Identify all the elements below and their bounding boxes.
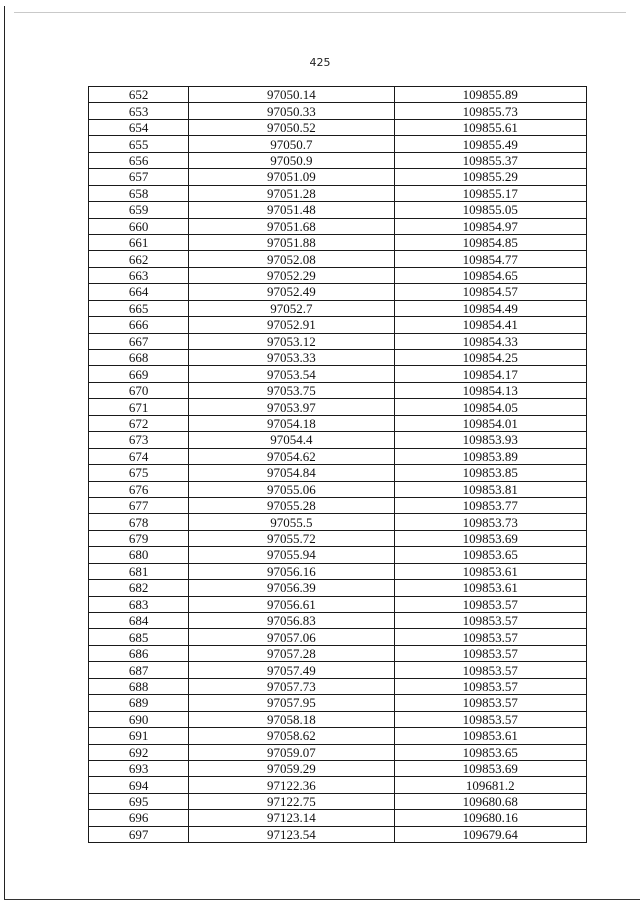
table-row — [89, 580, 587, 596]
table-row — [89, 596, 587, 612]
table-row — [89, 366, 587, 382]
y-coordinate-cell: 109853.69 — [394, 760, 586, 776]
y-coordinate-cell: 109680.68 — [394, 793, 586, 809]
table-row — [89, 317, 587, 333]
table-row — [89, 793, 587, 809]
table-row — [89, 481, 587, 497]
y-coordinate-cell: 109854.17 — [394, 366, 586, 382]
table-row — [89, 218, 587, 234]
table-row — [89, 267, 587, 283]
point-number-cell: 689 — [89, 695, 189, 711]
x-coordinate-cell: 97057.28 — [189, 645, 394, 661]
point-number-cell: 697 — [89, 826, 189, 842]
y-coordinate-cell: 109855.89 — [394, 87, 586, 103]
table-row — [89, 678, 587, 694]
table-row — [89, 497, 587, 513]
point-number-cell: 674 — [89, 448, 189, 464]
point-number-cell: 675 — [89, 465, 189, 481]
x-coordinate-cell: 97052.29 — [189, 267, 394, 283]
y-coordinate-cell: 109854.57 — [394, 284, 586, 300]
x-coordinate-cell: 97050.52 — [189, 119, 394, 135]
point-number-cell: 676 — [89, 481, 189, 497]
y-coordinate-cell: 109853.85 — [394, 465, 586, 481]
y-coordinate-cell: 109679.64 — [394, 826, 586, 842]
x-coordinate-cell: 97122.75 — [189, 793, 394, 809]
y-coordinate-cell: 109854.41 — [394, 317, 586, 333]
table-row — [89, 87, 587, 103]
table-row — [89, 234, 587, 250]
point-number-cell: 665 — [89, 300, 189, 316]
table-row — [89, 645, 587, 661]
point-number-cell: 693 — [89, 760, 189, 776]
point-number-cell: 677 — [89, 497, 189, 513]
point-number-cell: 664 — [89, 284, 189, 300]
page-top-edge — [14, 12, 626, 13]
x-coordinate-cell: 97057.49 — [189, 662, 394, 678]
y-coordinate-cell: 109853.57 — [394, 629, 586, 645]
point-number-cell: 659 — [89, 202, 189, 218]
page-left-edge — [4, 6, 5, 899]
table-row — [89, 251, 587, 267]
x-coordinate-cell: 97053.54 — [189, 366, 394, 382]
point-number-cell: 662 — [89, 251, 189, 267]
x-coordinate-cell: 97054.84 — [189, 465, 394, 481]
y-coordinate-cell: 109853.65 — [394, 744, 586, 760]
x-coordinate-cell: 97055.94 — [189, 547, 394, 563]
point-number-cell: 672 — [89, 415, 189, 431]
x-coordinate-cell: 97056.83 — [189, 613, 394, 629]
table-row — [89, 662, 587, 678]
point-number-cell: 692 — [89, 744, 189, 760]
y-coordinate-cell: 109855.61 — [394, 119, 586, 135]
coordinate-table — [88, 86, 587, 843]
table-row — [89, 103, 587, 119]
y-coordinate-cell: 109854.49 — [394, 300, 586, 316]
x-coordinate-cell: 97050.14 — [189, 87, 394, 103]
y-coordinate-cell: 109853.57 — [394, 695, 586, 711]
point-number-cell: 684 — [89, 613, 189, 629]
table-row — [89, 415, 587, 431]
y-coordinate-cell: 109853.57 — [394, 645, 586, 661]
y-coordinate-cell: 109853.57 — [394, 678, 586, 694]
y-coordinate-cell: 109680.16 — [394, 810, 586, 826]
point-number-cell: 654 — [89, 119, 189, 135]
x-coordinate-cell: 97051.09 — [189, 169, 394, 185]
page-bottom-edge — [4, 899, 640, 900]
y-coordinate-cell: 109853.73 — [394, 514, 586, 530]
table-row — [89, 432, 587, 448]
x-coordinate-cell: 97057.06 — [189, 629, 394, 645]
x-coordinate-cell: 97123.14 — [189, 810, 394, 826]
x-coordinate-cell: 97051.68 — [189, 218, 394, 234]
point-number-cell: 683 — [89, 596, 189, 612]
y-coordinate-cell: 109854.25 — [394, 350, 586, 366]
y-coordinate-cell: 109855.37 — [394, 152, 586, 168]
y-coordinate-cell: 109854.13 — [394, 382, 586, 398]
point-number-cell: 691 — [89, 728, 189, 744]
table-row — [89, 695, 587, 711]
table-row — [89, 185, 587, 201]
x-coordinate-cell: 97055.72 — [189, 530, 394, 546]
x-coordinate-cell: 97059.29 — [189, 760, 394, 776]
table-row — [89, 399, 587, 415]
x-coordinate-cell: 97052.91 — [189, 317, 394, 333]
x-coordinate-cell: 97123.54 — [189, 826, 394, 842]
table-row — [89, 119, 587, 135]
x-coordinate-cell: 97055.5 — [189, 514, 394, 530]
point-number-cell: 696 — [89, 810, 189, 826]
y-coordinate-cell: 109855.17 — [394, 185, 586, 201]
x-coordinate-cell: 97050.9 — [189, 152, 394, 168]
point-number-cell: 673 — [89, 432, 189, 448]
y-coordinate-cell: 109854.65 — [394, 267, 586, 283]
y-coordinate-cell: 109853.61 — [394, 563, 586, 579]
x-coordinate-cell: 97052.49 — [189, 284, 394, 300]
table-row — [89, 563, 587, 579]
point-number-cell: 690 — [89, 711, 189, 727]
y-coordinate-cell: 109853.57 — [394, 711, 586, 727]
point-number-cell: 653 — [89, 103, 189, 119]
point-number-cell: 680 — [89, 547, 189, 563]
point-number-cell: 657 — [89, 169, 189, 185]
y-coordinate-cell: 109853.65 — [394, 547, 586, 563]
table-row — [89, 152, 587, 168]
page-number: 425 — [309, 56, 331, 69]
x-coordinate-cell: 97051.88 — [189, 234, 394, 250]
table-row — [89, 300, 587, 316]
point-number-cell: 668 — [89, 350, 189, 366]
x-coordinate-cell: 97052.08 — [189, 251, 394, 267]
point-number-cell: 685 — [89, 629, 189, 645]
x-coordinate-cell: 97053.33 — [189, 350, 394, 366]
point-number-cell: 679 — [89, 530, 189, 546]
x-coordinate-cell: 97055.06 — [189, 481, 394, 497]
y-coordinate-cell: 109853.57 — [394, 662, 586, 678]
x-coordinate-cell: 97055.28 — [189, 497, 394, 513]
y-coordinate-cell: 109681.2 — [394, 777, 586, 793]
point-number-cell: 687 — [89, 662, 189, 678]
table-row — [89, 284, 587, 300]
y-coordinate-cell: 109854.77 — [394, 251, 586, 267]
x-coordinate-cell: 97058.18 — [189, 711, 394, 727]
x-coordinate-cell: 97058.62 — [189, 728, 394, 744]
point-number-cell: 681 — [89, 563, 189, 579]
table-row — [89, 547, 587, 563]
point-number-cell: 682 — [89, 580, 189, 596]
x-coordinate-cell: 97056.39 — [189, 580, 394, 596]
point-number-cell: 660 — [89, 218, 189, 234]
y-coordinate-cell: 109854.97 — [394, 218, 586, 234]
x-coordinate-cell: 97056.16 — [189, 563, 394, 579]
point-number-cell: 667 — [89, 333, 189, 349]
table-row — [89, 465, 587, 481]
table-row — [89, 744, 587, 760]
table-row — [89, 711, 587, 727]
y-coordinate-cell: 109853.89 — [394, 448, 586, 464]
x-coordinate-cell: 97054.62 — [189, 448, 394, 464]
y-coordinate-cell: 109855.05 — [394, 202, 586, 218]
table-row — [89, 629, 587, 645]
point-number-cell: 671 — [89, 399, 189, 415]
y-coordinate-cell: 109853.61 — [394, 580, 586, 596]
table-row — [89, 530, 587, 546]
x-coordinate-cell: 97057.95 — [189, 695, 394, 711]
point-number-cell: 652 — [89, 87, 189, 103]
x-coordinate-cell: 97053.12 — [189, 333, 394, 349]
y-coordinate-cell: 109853.57 — [394, 613, 586, 629]
y-coordinate-cell: 109854.85 — [394, 234, 586, 250]
point-number-cell: 688 — [89, 678, 189, 694]
table-row — [89, 777, 587, 793]
x-coordinate-cell: 97057.73 — [189, 678, 394, 694]
table-row — [89, 613, 587, 629]
table-row — [89, 448, 587, 464]
point-number-cell: 678 — [89, 514, 189, 530]
point-number-cell: 686 — [89, 645, 189, 661]
point-number-cell: 670 — [89, 382, 189, 398]
y-coordinate-cell: 109853.57 — [394, 596, 586, 612]
point-number-cell: 661 — [89, 234, 189, 250]
x-coordinate-cell: 97052.7 — [189, 300, 394, 316]
y-coordinate-cell: 109855.73 — [394, 103, 586, 119]
point-number-cell: 656 — [89, 152, 189, 168]
x-coordinate-cell: 97050.7 — [189, 136, 394, 152]
y-coordinate-cell: 109853.93 — [394, 432, 586, 448]
point-number-cell: 655 — [89, 136, 189, 152]
x-coordinate-cell: 97051.28 — [189, 185, 394, 201]
point-number-cell: 669 — [89, 366, 189, 382]
table-row — [89, 760, 587, 776]
y-coordinate-cell: 109855.29 — [394, 169, 586, 185]
y-coordinate-cell: 109855.49 — [394, 136, 586, 152]
table-row — [89, 169, 587, 185]
y-coordinate-cell: 109853.69 — [394, 530, 586, 546]
y-coordinate-cell: 109854.05 — [394, 399, 586, 415]
x-coordinate-cell: 97054.18 — [189, 415, 394, 431]
x-coordinate-cell: 97051.48 — [189, 202, 394, 218]
table-row — [89, 333, 587, 349]
x-coordinate-cell: 97050.33 — [189, 103, 394, 119]
x-coordinate-cell: 97053.75 — [189, 382, 394, 398]
table-row — [89, 136, 587, 152]
y-coordinate-cell: 109853.61 — [394, 728, 586, 744]
y-coordinate-cell: 109854.33 — [394, 333, 586, 349]
table-row — [89, 350, 587, 366]
x-coordinate-cell: 97122.36 — [189, 777, 394, 793]
table-body — [89, 87, 587, 843]
x-coordinate-cell: 97054.4 — [189, 432, 394, 448]
table-row — [89, 202, 587, 218]
point-number-cell: 663 — [89, 267, 189, 283]
point-number-cell: 694 — [89, 777, 189, 793]
point-number-cell: 666 — [89, 317, 189, 333]
x-coordinate-cell: 97053.97 — [189, 399, 394, 415]
x-coordinate-cell: 97059.07 — [189, 744, 394, 760]
point-number-cell: 658 — [89, 185, 189, 201]
table-row — [89, 382, 587, 398]
y-coordinate-cell: 109854.01 — [394, 415, 586, 431]
y-coordinate-cell: 109853.77 — [394, 497, 586, 513]
table-row — [89, 728, 587, 744]
table-row — [89, 826, 587, 842]
point-number-cell: 695 — [89, 793, 189, 809]
table-row — [89, 514, 587, 530]
table-row — [89, 810, 587, 826]
x-coordinate-cell: 97056.61 — [189, 596, 394, 612]
y-coordinate-cell: 109853.81 — [394, 481, 586, 497]
